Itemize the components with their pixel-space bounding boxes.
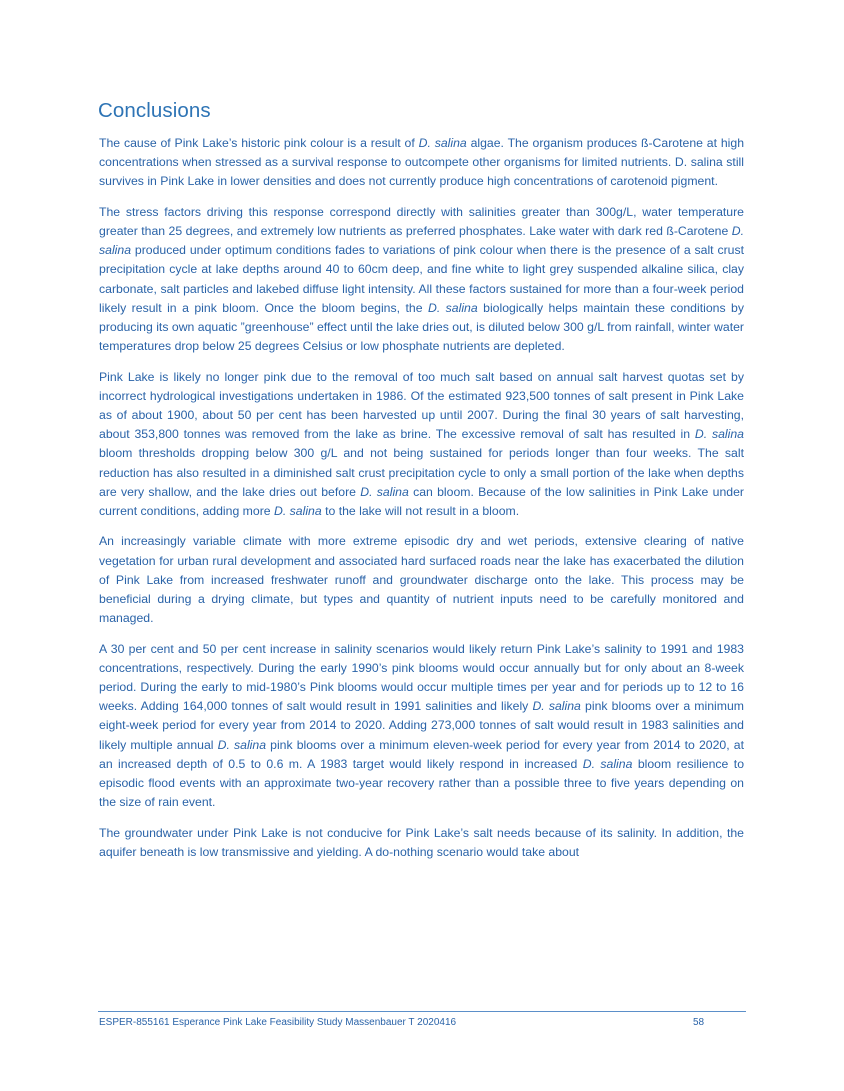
- italic-run: D. salina: [418, 136, 467, 150]
- italic-run: D. salina: [694, 427, 744, 442]
- text-run: algae. The organism produces ß-Carotene at high concentrations when stressed as a survival response to outcompete other organisms for limited nutrients. D. salina still survives in Pink Lake in lower densities and does not currently produce high concentrations of carotenoid pigment.: [99, 136, 745, 189]
- italic-run: D. salina: [532, 699, 581, 714]
- text-run: A 30 per cent and 50 per cent increase in salinity scenarios would likely return Pink Lake’s salinity to 1991 and 1983 concentrations, respectively. During the early 1990’s pink blooms would occur annually but for only about an 8-week period. During the early to mid-1980’s Pink blooms would occur multiple times per year and for periods up to 12 to 16 weeks. Adding 164,000 tonnes of salt would result in 1991 salinities and likely: [99, 641, 744, 714]
- text-run: bloom thresholds dropping below 300 g/L and not being sustained for periods longer than four weeks. The salt reduction has also resulted in a diminished salt crust precipitation cycle to only a small portion of the lake when depths are very shallow, and the lake dries out before: [99, 446, 744, 499]
- footer-page-number: 58: [693, 1017, 705, 1028]
- text-run: pink blooms over a minimum eight-week period for every year from 2014 to 2020. Adding 273,000 tonnes of salt would result in 1983 salinities and likely multiple annual: [99, 699, 744, 752]
- italic-run: D. salina: [274, 504, 322, 519]
- italic-run: D. salina: [99, 224, 744, 258]
- paragraph: [99, 134, 744, 192]
- text-run: can bloom. Because of the low salinities in Pink Lake under current conditions, adding more: [99, 484, 744, 519]
- paragraph: [99, 203, 744, 357]
- italic-run: D. salina: [582, 756, 633, 771]
- text-run: produced under optimum conditions fades to variations of pink colour when there is the presence of a salt crust precipitation cycle at lake depths around 40 to 60cm deep, and fine white to light grey suspended alkaline silica, clay carbonate, salt particles and lakebed diffuse light intensity. All these factors sustained for more than a four-week period likely result in a pink bloom. Once the bloom begins, the: [99, 243, 744, 315]
- italic-run: D. salina: [360, 484, 409, 499]
- footer-divider: [98, 1011, 746, 1012]
- paragraph: [99, 368, 744, 522]
- text-run: biologically helps maintain these conditions by producing its own aquatic ”greenhouse” effect until the lake dries out, is diluted below 300 g/L from rainfall, winter water temperatures drop below 25 degrees Celsius or low phosphate nutrients are depleted.: [99, 300, 744, 354]
- text-run: pink blooms over a minimum eleven-week period for every year from 2014 to 2020, at an increased depth of 0.5 to 0.6 m. A 1983 target would likely respond in increased: [99, 737, 744, 771]
- italic-run: D. salina: [217, 737, 267, 752]
- text-run: bloom resilience to episodic flood events with an approximate two-year recovery rather than a possible three to five years depending on the size of rain event.: [99, 756, 745, 810]
- paragraph: [99, 640, 744, 813]
- text-run: The cause of Pink Lake’s historic pink colour is a result of: [99, 136, 419, 150]
- text-run: Pink Lake is likely no longer pink due to the removal of too much salt based on annual salt harvest quotas set by incorrect hydrological investigations undertaken in 1986. Of the estimated 923,500 tonnes of salt present in Pink Lake as of about 1900, about 50 per cent has been harvested up until 2007. During the final 30 years of salt harvesting, about 353,800 tonnes was removed from the lake as brine. The excessive removal of salt has resulted in: [99, 369, 744, 442]
- footer-document-id: ESPER-855161 Esperance Pink Lake Feasibility Study Massenbauer T 2020416: [99, 1017, 457, 1028]
- text-run: The stress factors driving this response correspond directly with salinities greater than 300g/L, water temperature greater than 25 degrees, and extremely low nutrients as preferred phosphates. Lake water with dark red ß-Carotene: [99, 204, 744, 238]
- section-heading: Conclusions: [98, 99, 211, 122]
- italic-run: D. salina: [427, 300, 478, 315]
- paragraph: [99, 824, 744, 862]
- text-run: to the lake will not result in a bloom.: [321, 504, 520, 519]
- paragraph: [99, 532, 744, 628]
- body-text: [99, 134, 744, 873]
- text-run: An increasingly variable climate with more extreme episodic dry and wet periods, extensive clearing of native vegetation for urban rural development and associated hard surfaced roads near the lake has exacerbated the dilution of Pink Lake from increased freshwater runoff and groundwater discharge onto the lake. This process may be beneficial during a drying climate, but types and quantity of nutrient inputs need to be carefully monitored and managed.: [99, 534, 744, 626]
- text-run: The groundwater under Pink Lake is not conducive for Pink Lake’s salt needs because of its salinity. In addition, the aquifer beneath is low transmissive and yielding. A do-nothing scenario would take about: [99, 825, 744, 859]
